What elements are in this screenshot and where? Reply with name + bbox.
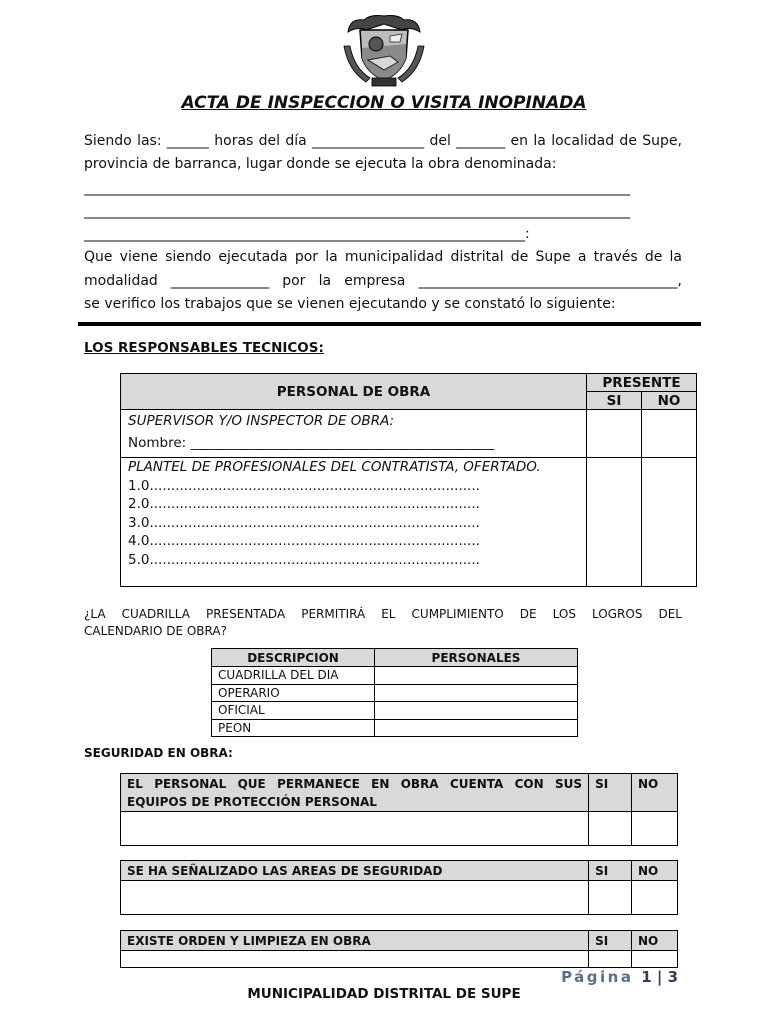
plantel-item: 2.0............................................................................. bbox=[128, 496, 480, 513]
intro-blank-line: _______________________________________________________________: bbox=[84, 226, 530, 243]
epp-observation-field[interactable] bbox=[121, 812, 589, 846]
intro-line: se verifico los trabajos que se vienen ejecutando y se constató lo siguiente: bbox=[84, 296, 616, 313]
page-word: Página bbox=[561, 968, 634, 986]
supervisor-cell bbox=[121, 410, 587, 458]
plantel-label: PLANTEL DE PROFESIONALES DEL CONTRATISTA, OFERTADO. bbox=[128, 459, 541, 475]
cuadrilla-question-line: CALENDARIO DE OBRA? bbox=[84, 624, 227, 638]
section-divider bbox=[78, 322, 701, 326]
cuadrilla-row-label: PEON bbox=[212, 719, 375, 737]
col-personales: PERSONALES bbox=[375, 649, 578, 667]
plantel-item: 3.0............................................................................. bbox=[128, 514, 480, 531]
municipal-coat-of-arms-logo bbox=[340, 12, 428, 90]
col-no: NO bbox=[642, 392, 697, 410]
plantel-cell bbox=[121, 458, 587, 587]
epp-question bbox=[121, 774, 589, 812]
cuadrilla-question-line: ¿LA CUADRILLA PRESENTADA PERMITIRÁ EL CUMPLIMIENTO DE LOS LOGROS DEL bbox=[84, 607, 682, 621]
intro-paragraph bbox=[84, 130, 682, 316]
cuadrilla-row-label: OFICIAL bbox=[212, 702, 375, 720]
epp-si-checkbox[interactable] bbox=[589, 812, 632, 846]
col-descripcion: DESCRIPCION bbox=[212, 649, 375, 667]
epp-no-checkbox[interactable] bbox=[632, 812, 678, 846]
supervisor-label: SUPERVISOR Y/O INSPECTOR DE OBRA: bbox=[128, 413, 395, 429]
limpieza-no-checkbox[interactable] bbox=[632, 951, 678, 968]
cuadrilla-value-field[interactable] bbox=[375, 702, 578, 720]
cuadrilla-row-label: OPERARIO bbox=[212, 684, 375, 702]
plantel-item: 1.0............................................................................. bbox=[128, 477, 480, 494]
intro-line: modalidad ______________ por la empresa _____________________________________, bbox=[84, 272, 682, 289]
seguridad-epp-table bbox=[120, 773, 678, 846]
col-si: SI bbox=[589, 931, 632, 951]
seguridad-senalizacion-table bbox=[120, 860, 678, 915]
limpieza-observation-field[interactable] bbox=[121, 951, 589, 968]
cuadrilla-question bbox=[84, 606, 682, 640]
epp-question-line: EQUIPOS DE PROTECCIÓN PERSONAL bbox=[127, 795, 377, 809]
seguridad-limpieza-table bbox=[120, 930, 678, 968]
senalizacion-no-checkbox[interactable] bbox=[632, 881, 678, 915]
intro-line: Siendo las: ______ horas del día ________________ del _______ en la localidad de Supe, bbox=[84, 133, 682, 149]
supervisor-name-line: Nombre: _____________________________________________ bbox=[128, 435, 495, 451]
cuadrilla-table bbox=[211, 648, 578, 737]
col-personal-de-obra: PERSONAL DE OBRA bbox=[121, 374, 587, 410]
col-si: SI bbox=[589, 861, 632, 881]
page-indicator bbox=[561, 968, 678, 986]
col-presente: PRESENTE bbox=[587, 374, 697, 392]
senalizacion-si-checkbox[interactable] bbox=[589, 881, 632, 915]
intro-blank-line: ______________________________________________________________________________ bbox=[84, 202, 630, 219]
col-no: NO bbox=[632, 861, 678, 881]
responsables-heading: LOS RESPONSABLES TECNICOS: bbox=[84, 340, 324, 356]
plantel-si-checkbox[interactable] bbox=[587, 458, 642, 587]
intro-line: provincia de barranca, lugar donde se ejecuta la obra denominada: bbox=[84, 156, 557, 173]
cuadrilla-value-field[interactable] bbox=[375, 719, 578, 737]
epp-question-line: EL PERSONAL QUE PERMANECE EN OBRA CUENTA CON SUS bbox=[127, 777, 583, 791]
footer-organization: MUNICIPALIDAD DISTRITAL DE SUPE bbox=[247, 986, 521, 1002]
senalizacion-question: SE HA SEÑALIZADO LAS AREAS DE SEGURIDAD bbox=[121, 861, 589, 881]
supervisor-si-checkbox[interactable] bbox=[587, 410, 642, 458]
plantel-item: 5.0............................................................................. bbox=[128, 551, 480, 568]
supervisor-no-checkbox[interactable] bbox=[642, 410, 697, 458]
cuadrilla-row-label: CUADRILLA DEL DIA bbox=[212, 667, 375, 685]
responsables-table bbox=[120, 373, 697, 587]
plantel-item: 4.0............................................................................. bbox=[128, 533, 480, 550]
col-si: SI bbox=[589, 774, 632, 812]
limpieza-si-checkbox[interactable] bbox=[589, 951, 632, 968]
cuadrilla-value-field[interactable] bbox=[375, 684, 578, 702]
seguridad-heading: SEGURIDAD EN OBRA: bbox=[84, 746, 233, 760]
document-title: ACTA DE INSPECCION O VISITA INOPINADA bbox=[181, 93, 587, 113]
col-si: SI bbox=[587, 392, 642, 410]
plantel-no-checkbox[interactable] bbox=[642, 458, 697, 587]
page-number: 1 | 3 bbox=[641, 968, 678, 986]
cuadrilla-value-field[interactable] bbox=[375, 667, 578, 685]
col-no: NO bbox=[632, 931, 678, 951]
senalizacion-observation-field[interactable] bbox=[121, 881, 589, 915]
limpieza-question: EXISTE ORDEN Y LIMPIEZA EN OBRA bbox=[121, 931, 589, 951]
intro-blank-line: ______________________________________________________________________________ bbox=[84, 179, 630, 196]
col-no: NO bbox=[632, 774, 678, 812]
intro-line: Que viene siendo ejecutada por la municipalidad distrital de Supe a través de la bbox=[84, 249, 682, 266]
